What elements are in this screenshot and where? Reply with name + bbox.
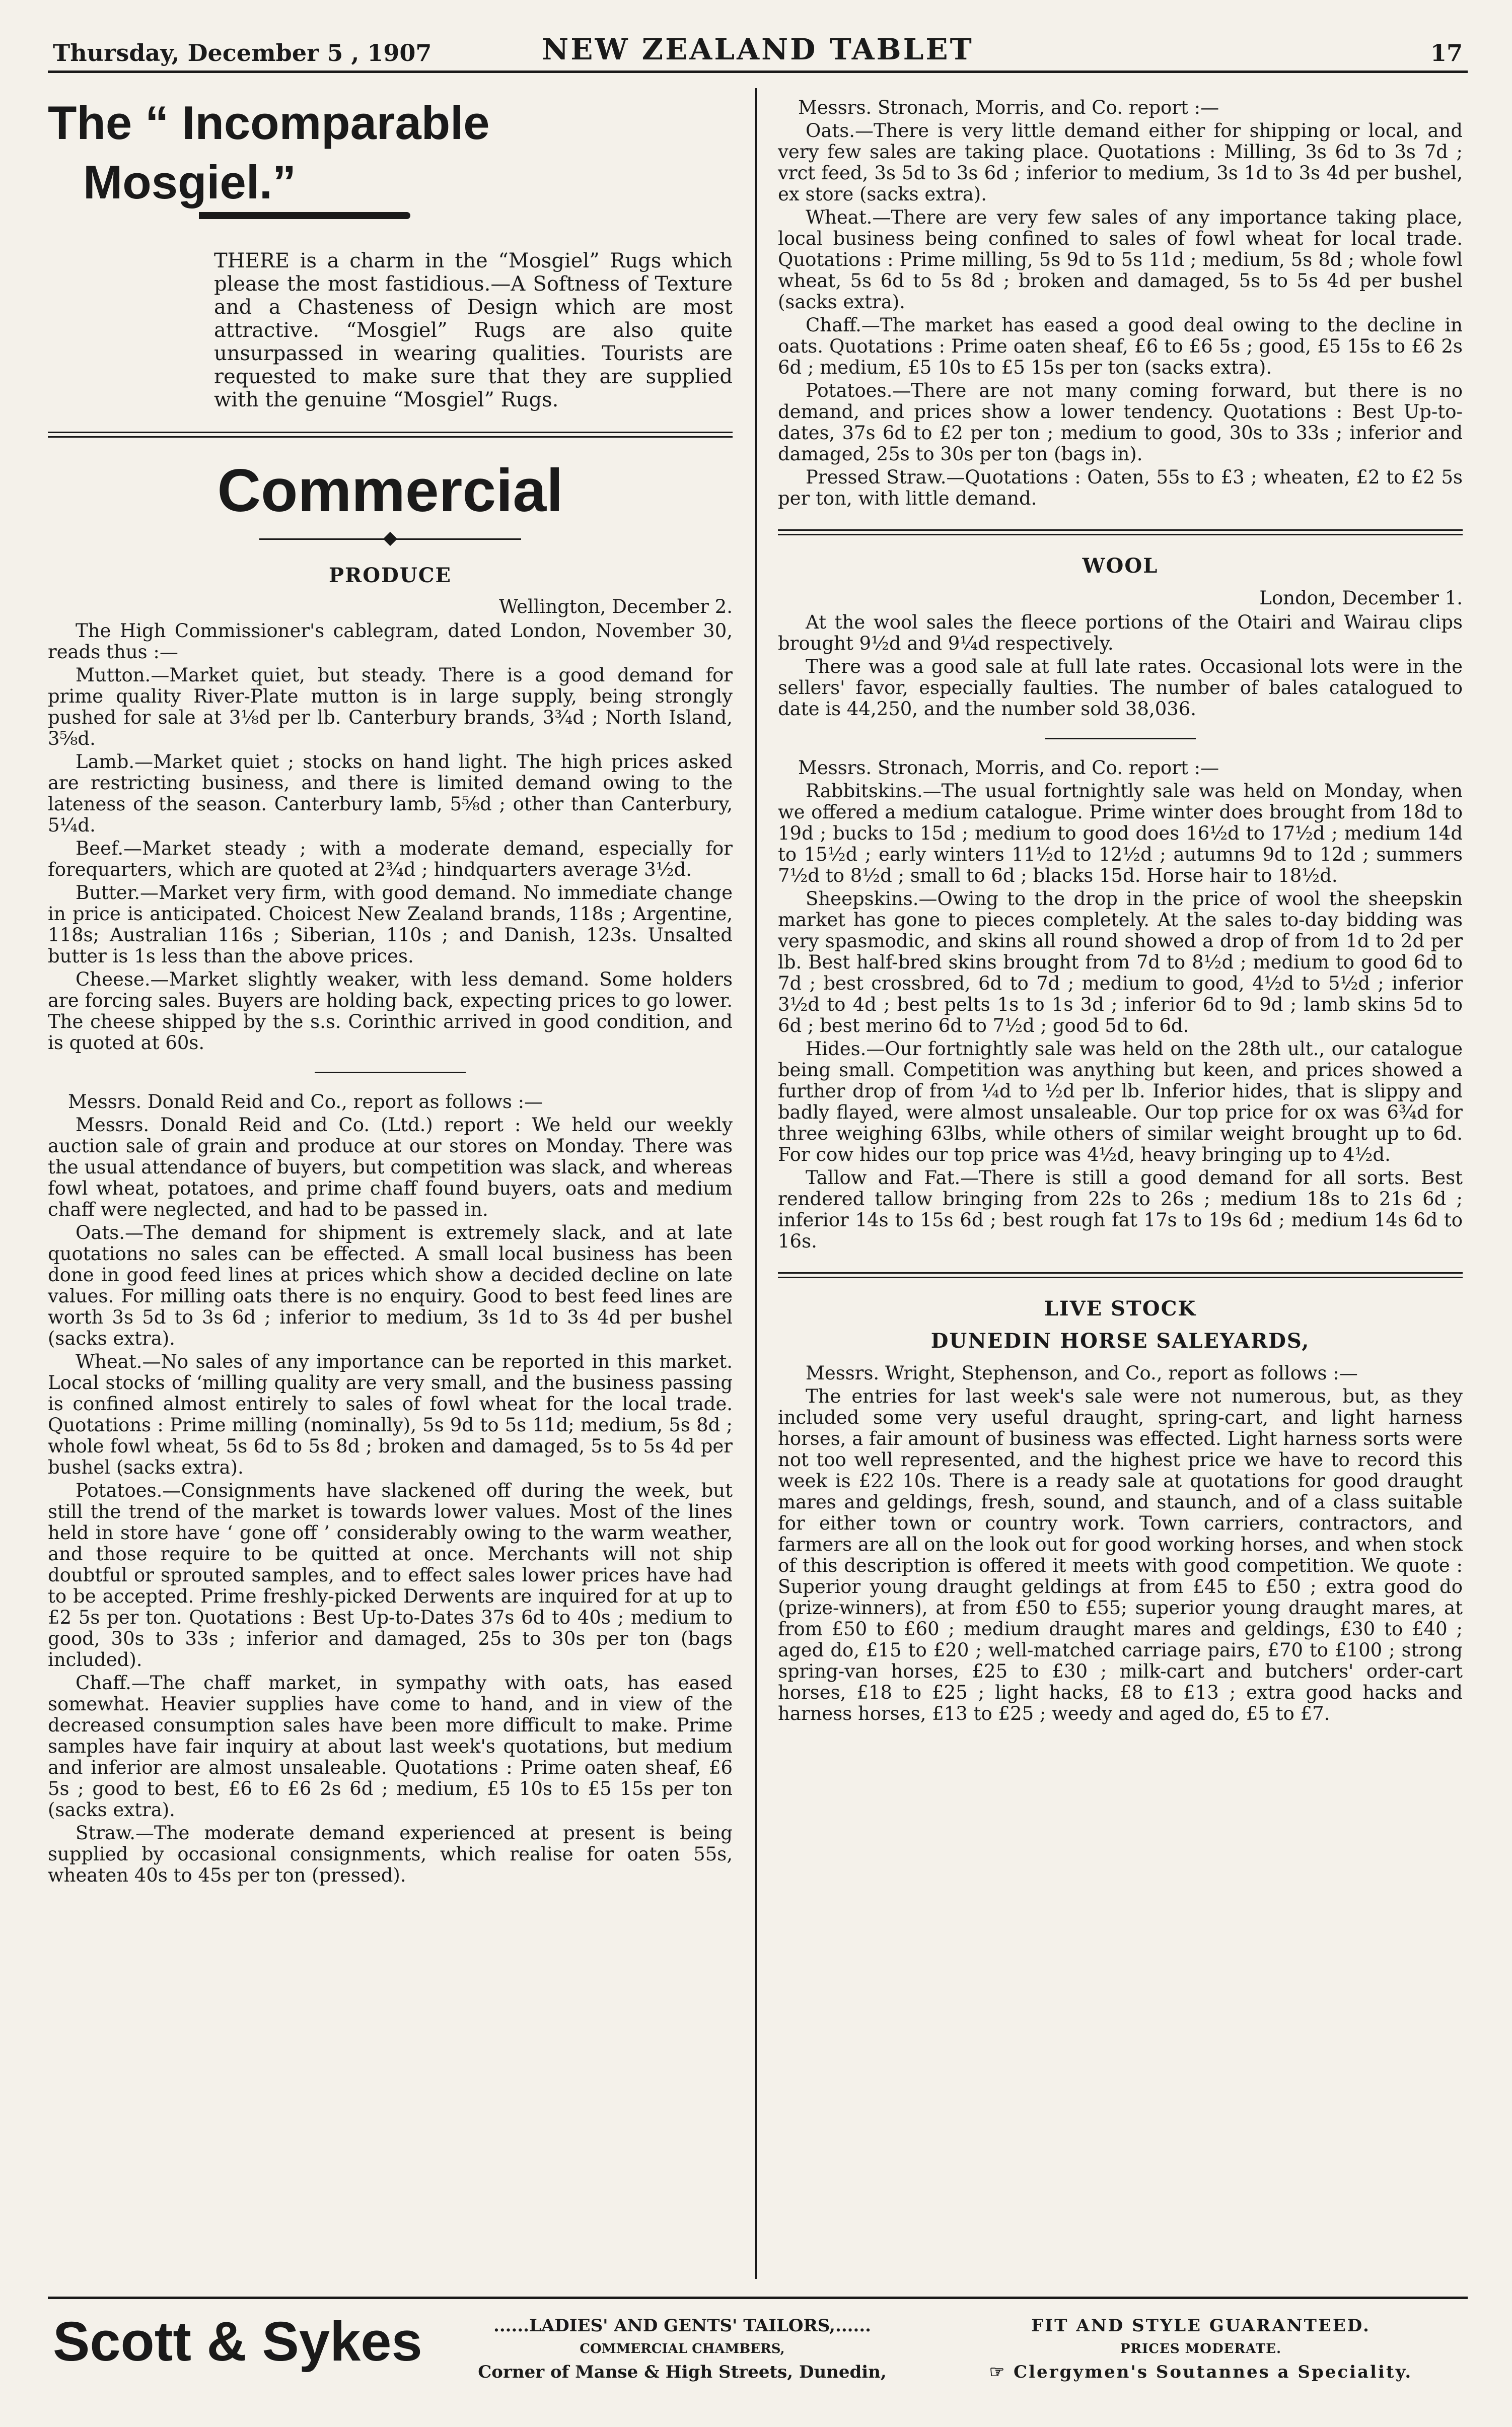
diamond-rule xyxy=(259,538,521,550)
stronach2-paragraph: Rabbitskins.—The usual fortnightly sale was held on Monday, when we offered a medium catalogue. Prime winter does brought from 18d to 19d ; bucks to 15d ; medium to good does 16½d to 17½d ; medium 14d to 15½d ; early winters 11½d to 12½d ; autumns 9d to 12d ; summers 7½d to 8½d ; small to 6d ; blacks 15d. Horse hair to 18½d. xyxy=(778,780,1463,886)
ad-title-line1: The “ Incomparable xyxy=(48,96,490,149)
produce-paragraph: Lamb.—Market quiet ; stocks on hand light. The high prices asked are restricting business, and there is limited demand owing to the lateness of the season. Canterbury lamb, 5⅝d ; other than Canterbury, 5¼d. xyxy=(48,751,733,836)
wool-paragraph: At the wool sales the fleece portions of the Otairi and Wairau clips brought 9½d and 9¼d respectively. xyxy=(778,611,1463,654)
footer-tailors: ......LADIES' AND GENTS' TAILORS,...... xyxy=(493,2316,872,2336)
produce-paragraph: The High Commissioner's cablegram, dated London, November 30, reads thus :— xyxy=(48,620,733,663)
reid-paragraph: Straw.—The moderate demand experienced at present is being supplied by occasional consignments, which realise for oaten 55s, wheaten 40s to 45s per ton (pressed). xyxy=(48,1822,733,1886)
reid-heading: Messrs. Donald Reid and Co., report as follows :— xyxy=(68,1091,543,1113)
short-rule xyxy=(315,1072,466,1073)
footer-chambers: COMMERCIAL CHAMBERS, xyxy=(580,2341,785,2356)
left-column xyxy=(48,88,733,1888)
column-divider xyxy=(755,88,757,2279)
produce-paragraph: Cheese.—Market slightly weaker, with less demand. Some holders are forcing sales. Buyers are holding back, expecting prices to go lower. The cheese shipped by the s.s. Corinthic arrived in good condition, and is quoted at 60s. xyxy=(48,968,733,1054)
stronach-paragraph: Oats.—There is very little demand either for shipping or local, and very few sales are taking place. Quotations : Milling, 3s 6d to 3s 7d ; vrct feed, 3s 5d to 3s 6d ; inferior to medium, 3s 1d to 3s 4d per bushel, ex store (sacks extra). xyxy=(778,120,1463,205)
section-rule xyxy=(778,1272,1463,1278)
wool-paragraph: There was a good sale at full late rates. Occasional lots were in the sellers' favor, especially faulties. The number of bales catalogued to date is 44,250, and the number sold 38,036. xyxy=(778,656,1463,720)
produce-paragraph: Beef.—Market steady ; with a moderate demand, especially for forequarters, which are quoted at 2¾d ; hindquarters average 3½d. xyxy=(48,838,733,880)
livestock-heading: LIVE STOCK xyxy=(1044,1297,1197,1321)
issue-date: Thursday, December 5 , 1907 xyxy=(53,39,432,66)
masthead-title: NEW ZEALAND TABLET xyxy=(542,32,974,66)
saleyards-paragraph: Messrs. Wright, Stephenson, and Co., report as follows :— xyxy=(806,1362,1358,1384)
footer-ad xyxy=(48,2297,1468,2415)
footer-address: Corner of Manse & High Streets, Dunedin, xyxy=(478,2362,887,2382)
stronach2-heading: Messrs. Stronach, Morris, and Co. report :— xyxy=(798,757,1219,779)
saleyards-heading: DUNEDIN HORSE SALEYARDS, xyxy=(930,1329,1310,1353)
page-number: 17 xyxy=(1430,39,1463,66)
stronach-paragraph: Pressed Straw.—Quotations : Oaten, 55s to £3 ; wheaten, £2 to £2 5s per ton, with little demand. xyxy=(778,466,1463,509)
right-column xyxy=(778,88,1463,1726)
stronach2-paragraph: Sheepskins.—Owing to the drop in the price of wool the sheepskin market has gone to pieces completely. At the sales to-day bidding was very spasmodic, and skins all round showed a drop of from 1d to 2d per lb. Best half-bred skins brought from 7d to 8½d ; medium to good 6d to 7d ; best crossbred, 6d to 7d ; medium to good, 4½d to 5½d ; inferior 3½d to 4d ; best pelts 1s to 1s 3d ; inferior 6d to 9d ; lamb skins 5d to 6d ; best merino 6d to 7½d ; good 5d to 6d. xyxy=(778,888,1463,1036)
reid-paragraph: Potatoes.—Consignments have slackened off during the week, but still the trend of the market is towards lower values. Most of the lines held in store have ‘ gone off ’ considerably owing to the warm weather, and those require to be quitted at once. Merchants will not ship doubtful or sprouted samples, and to effect sales lower prices have had to be accepted. Prime freshly-picked Derwents are inquired for at up to £2 5s per ton. Quotations : Best Up-to-Dates 37s 6d to 40s ; medium to good, 30s to 33s ; inferior and damaged, 25s to 30s per ton (bags included). xyxy=(48,1480,733,1671)
reid-paragraph: Wheat.—No sales of any importance can be reported in this market. Local stocks of ‘milling quality are very small, and the business passing is confined almost entirely to sales of fowl wheat for the local trade. Quotations : Prime milling (nominally), 5s 9d to 5s 11d; medium, 5s 8d ; whole fowl wheat, 5s 6d to 5s 8d ; broken and damaged, 5s to 5s 4d per bushel (sacks extra). xyxy=(48,1351,733,1478)
produce-dateline: Wellington, December 2. xyxy=(498,596,733,617)
footer-guarantee: FIT AND STYLE GUARANTEED. xyxy=(1031,2316,1371,2336)
ad-swoosh xyxy=(199,212,410,219)
footer-business-name: Scott & Sykes xyxy=(53,2311,422,2373)
stronach-heading: Messrs. Stronach, Morris, and Co. report :— xyxy=(798,97,1219,118)
section-rule xyxy=(48,432,733,438)
reid-paragraph: Oats.—The demand for shipment is extremely slack, and at late quotations no sales can be effected. A small local business has been done in good feed lines at prices which show a decided decline on late values. For milling oats there is no enquiry. Good to best feed lines are worth 3s 5d to 3s 6d ; inferior to medium, 3s 1d to 3s 4d per bushel (sacks extra). xyxy=(48,1222,733,1349)
stronach-paragraph: Potatoes.—There are not many coming forward, but there is no demand, and prices show a lower tendency. Quotations : Best Up-to-dates, 37s 6d to £2 per ton ; medium to good, 30s to 33s ; inferior and damaged, 25s to 30s per ton (bags in). xyxy=(778,380,1463,465)
commercial-heading: Commercial xyxy=(217,457,563,524)
produce-paragraph: Mutton.—Market quiet, but steady. There is a good demand for prime quality River-Plate mutton is in large supply, being strongly pushed for sale at 3⅛d per lb. Canterbury brands, 3¾d ; North Island, 3⅝d. xyxy=(48,664,733,749)
stronach-paragraph: Chaff.—The market has eased a good deal owing to the decline in oats. Quotations : Prime oaten sheaf, £6 to £6 5s ; good, £5 15s to £6 2s 6d ; medium, £5 10s to £5 15s per ton (sacks extra). xyxy=(778,314,1463,378)
ad-title-line2: Mosgiel.” xyxy=(83,156,297,209)
footer-prices: PRICES MODERATE. xyxy=(1120,2341,1282,2356)
reid-paragraph: Messrs. Donald Reid and Co. (Ltd.) report : We held our weekly auction sale of grain and produce at our stores on Monday. There was the usual attendance of buyers, but competition was slack, and whereas fowl wheat, potatoes, and prime chaff found buyers, oats and medium chaff were neglected, and had to be passed in. xyxy=(48,1114,733,1220)
produce-paragraph: Butter.—Market very firm, with good demand. No immediate change in price is anticipated. Choicest New Zealand brands, 118s ; Argentine, 118s; Australian 116s ; Siberian, 110s ; and Danish, 123s. Unsalted butter is 1s less than the above prices. xyxy=(48,882,733,967)
footer-slogan-block xyxy=(934,2314,1468,2384)
wool-heading: WOOL xyxy=(1082,554,1159,578)
page-header xyxy=(48,23,1468,73)
stronach-paragraph: Wheat.—There are very few sales of any importance taking place, local business being confined to sales of fowl wheat for local trade. Quotations : Prime milling, 5s 9d to 5s 11d ; medium, 5s 8d ; whole fowl wheat, 5s 6d to 5s 8d ; broken and damaged, 5s to 5s 4d per bushel (sacks extra). xyxy=(778,206,1463,313)
saleyards-paragraph: The entries for last week's sale were not numerous, but, as they included some very useful draught, spring-cart, and light harness horses, a fair amount of business was effected. Light harness sorts were not too well represented, and the highest price we have to record this week is £22 10s. There is a ready sale at quotations for good draught mares and geldings, fresh, sound, and staunch, and of a class suitable for either town or country work. Town carriers, contractors, and farmers are all on the look out for good working horses, and when stock of this description is offered it meets with good competition. We quote : Superior young draught geldings at from £45 to £50 ; extra good do (prize-winners), at from £50 to £55; superior young draught mares, at from £50 to £60 ; medium draught mares and geldings, £30 to £40 ; aged do, £15 to £20 ; well-matched carriage pairs, £70 to £100 ; strong spring-van horses, £25 to £30 ; milk-cart and butchers' order-cart horses, £18 to £25 ; light hacks, £8 to £13 ; extra good hacks and harness horses, £13 to £25 ; weedy and aged do, £5 to £7. xyxy=(778,1385,1463,1724)
footer-address-block xyxy=(461,2314,904,2384)
section-rule xyxy=(778,529,1463,535)
reid-paragraph: Chaff.—The chaff market, in sympathy with oats, has eased somewhat. Heavier supplies have come to hand, and in view of the decreased consumption sales have been more difficult to make. Prime samples have fair inquiry at about last week's quotations, but medium and inferior are almost unsaleable. Quotations : Prime oaten sheaf, £6 5s ; good to best, £6 to £6 2s 6d ; medium, £5 10s to £5 15s per ton (sacks extra). xyxy=(48,1672,733,1821)
wool-dateline: London, December 1. xyxy=(1259,587,1463,609)
footer-speciality: ☞ Clergymen's Soutannes a Speciality. xyxy=(989,2362,1413,2382)
stronach2-paragraph: Hides.—Our fortnightly sale was held on the 28th ult., our catalogue being small. Competition was anything but keen, and prices showed a further drop of from ¼d to ½d per lb. Inferior hides, that is slippy and badly flayed, were almost unsaleable. Our top price for ox was 6¾d for three weighing 63lbs, while others of similar weight brought up to 6d. For cow hides our top price was 4½d, heavy bringing up to 4½d. xyxy=(778,1038,1463,1165)
short-rule xyxy=(1045,738,1196,739)
ad-body: THERE is a charm in the “Mosgiel” Rugs which please the most fastidious.—A Softness of Texture and a Chasteness of Design which are most attractive. “Mosgiel” Rugs are also quite unsurpassed in wearing qualities. Tourists are requested to make sure that they are supplied with the genuine “Mosgiel” Rugs. xyxy=(214,249,733,411)
stronach2-paragraph: Tallow and Fat.—There is still a good demand for all sorts. Best rendered tallow bringing from 22s to 26s ; medium 18s to 21s 6d ; inferior 14s to 15s 6d ; best rough fat 17s to 19s 6d ; medium 14s 6d to 16s. xyxy=(778,1167,1463,1252)
produce-heading: PRODUCE xyxy=(328,564,452,587)
